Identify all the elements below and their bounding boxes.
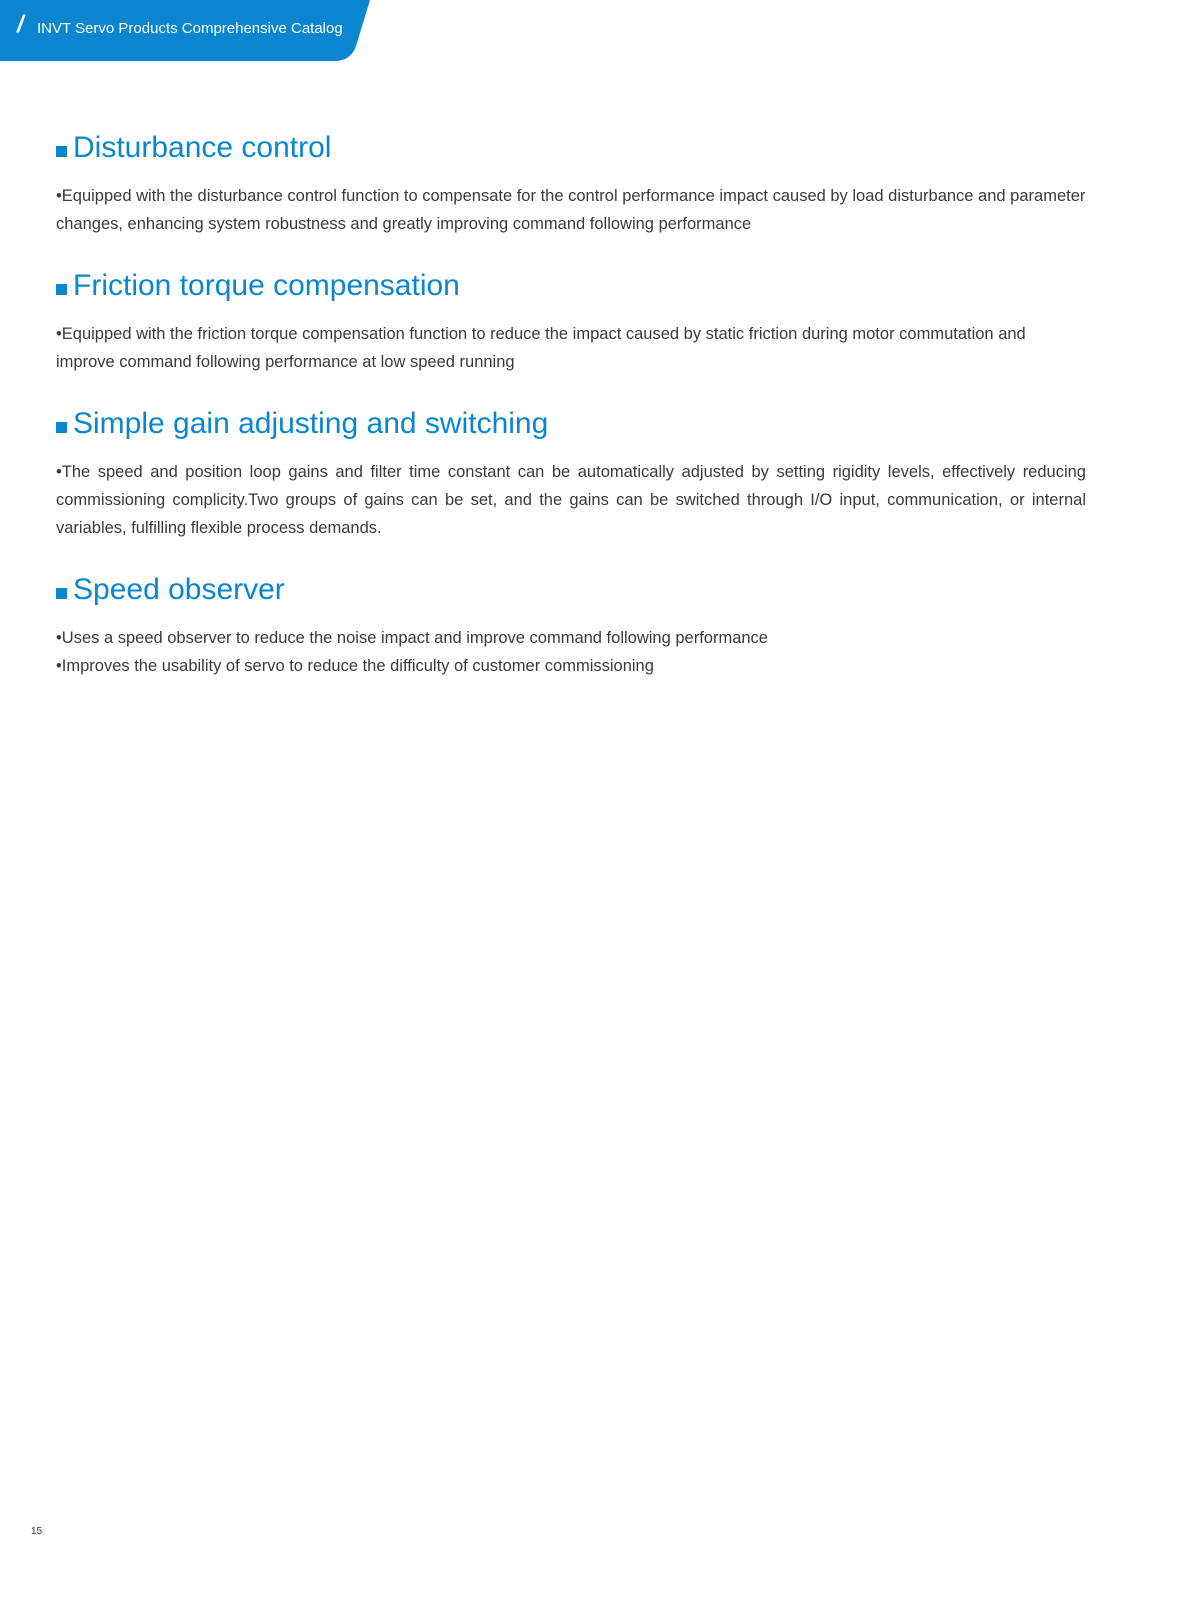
section-paragraph: •The speed and position loop gains and filter time constant can be automatically adjusted by setting rigidity levels, effectively reducing commissioning complicity.Two groups of gains can be set, and the gains can be switched through I/O input, communication, or internal variables, fulfilling flexible process demands. <box>56 463 1086 537</box>
section-paragraph: •Uses a speed observer to reduce the noise impact and improve command following performance <box>56 629 768 647</box>
section-heading <box>56 128 1086 168</box>
section-heading <box>56 266 1086 306</box>
section-simple-gain-adjusting <box>56 404 1086 542</box>
header-slash-icon: / <box>17 11 24 38</box>
header-title: INVT Servo Products Comprehensive Catalog <box>37 20 343 37</box>
square-bullet-icon <box>56 146 67 157</box>
square-bullet-icon <box>56 422 67 433</box>
section-paragraph: •Equipped with the disturbance control function to compensate for the control performance impact caused by load disturbance and parameter changes, enhancing system robustness and greatly improving command following performance <box>56 187 1086 233</box>
section-title: Friction torque compensation <box>73 269 460 302</box>
header-tab <box>0 0 380 63</box>
section-title: Speed observer <box>73 573 285 606</box>
section-friction-torque-compensation <box>56 266 1086 376</box>
section-heading <box>56 570 1086 610</box>
page-number: 15 <box>31 1526 43 1537</box>
section-paragraph: •Improves the usability of servo to reduce the difficulty of customer commissioning <box>56 657 654 675</box>
section-title: Simple gain adjusting and switching <box>73 407 549 440</box>
section-speed-observer <box>56 570 1086 680</box>
section-title: Disturbance control <box>73 131 332 164</box>
square-bullet-icon <box>56 588 67 599</box>
section-paragraph: •Equipped with the friction torque compensation function to reduce the impact caused by static friction during motor commutation and improve command following performance at low speed running <box>56 325 1026 371</box>
square-bullet-icon <box>56 284 67 295</box>
main-content <box>56 128 1086 708</box>
section-heading <box>56 404 1086 444</box>
section-disturbance-control <box>56 128 1086 238</box>
